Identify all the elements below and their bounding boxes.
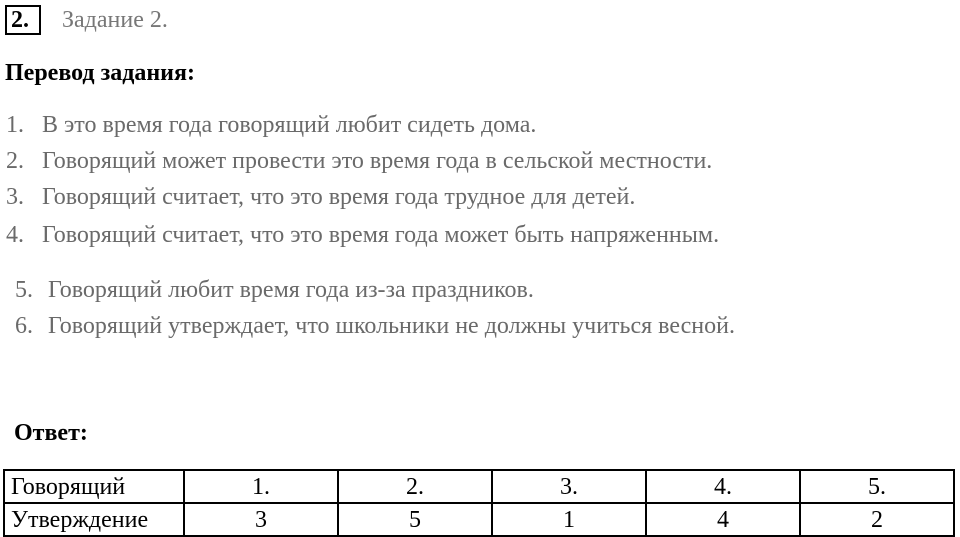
table-cell: 5 [338,503,492,536]
table-cell: 3 [184,503,338,536]
list-item-text: Говорящий считает, что это время года может быть напряженным. [42,222,720,248]
table-cell: 4. [646,470,800,503]
list-item [6,182,635,212]
list-item [15,311,735,341]
list-item-number: 6. [15,313,33,339]
task-number: 2. [5,5,41,35]
row-header: Утверждение [4,503,184,536]
task-title: Задание 2. [62,7,168,33]
list-item [6,220,719,250]
table-cell: 4 [646,503,800,536]
table-cell: 1 [492,503,646,536]
answer-title: Ответ: [14,420,88,446]
list-item-number: 2. [6,148,24,174]
list-item [6,110,536,140]
table-cell: 3. [492,470,646,503]
task-header [5,4,168,36]
list-item-text: Говорящий утверждает, что школьники не должны учиться весной. [48,313,735,339]
table-cell: 2. [338,470,492,503]
list-item-number: 5. [15,277,33,303]
list-item-number: 1. [6,112,24,138]
table-cell: 1. [184,470,338,503]
table-row [4,470,954,503]
table-cell: 5. [800,470,954,503]
section-title: Перевод задания: [5,60,195,86]
list-item [6,146,712,176]
row-header: Говорящий [4,470,184,503]
list-item-number: 3. [6,184,24,210]
list-item-number: 4. [6,222,24,248]
list-item-text: Говорящий любит время года из-за праздников. [48,277,534,303]
table-cell: 2 [800,503,954,536]
list-item-text: Говорящий считает, что это время года трудное для детей. [42,184,636,210]
table-row [4,503,954,536]
list-item-text: В это время года говорящий любит сидеть дома. [42,112,537,138]
list-item [15,275,534,305]
answer-table [3,469,955,537]
list-item-text: Говорящий может провести это время года в сельской местности. [42,148,713,174]
